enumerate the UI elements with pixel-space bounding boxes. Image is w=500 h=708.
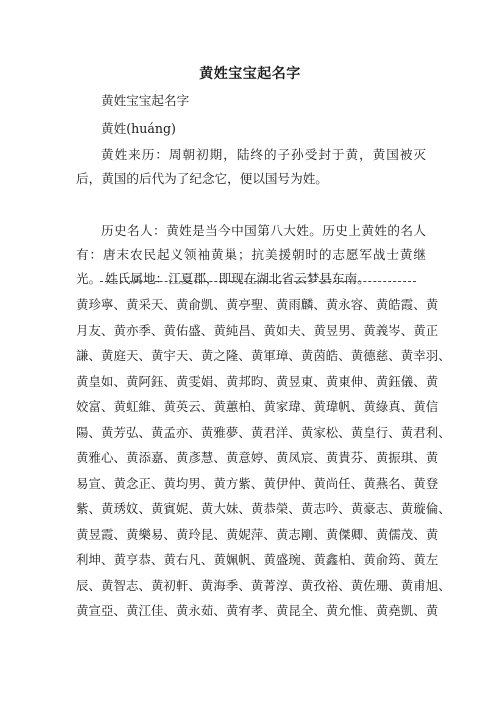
page-title: 黄姓宝宝起名字	[199, 66, 301, 82]
name-list-line: 黄珍寧、黄采天、黄俞凱、黄亭聖、黄雨麟、黄永容、黄皓霞、黄	[76, 297, 439, 312]
name-list-line: 黄雅心、黄添嘉、黄彥慧、黄意婷、黄凤宸、黄貴芬、黄振琪、黄	[76, 450, 439, 465]
name-list-line: 辰、黄智志、黄初軒、黄海季、黄菁淳、黄孜裕、黄佐珊、黄甫旭、	[76, 577, 451, 593]
name-list-line: 姣富、黄虹維、黄英云、黄蕙柏、黄家瑋、黄瑋帆、黄綠真、黄信	[76, 399, 439, 414]
dashed-divider	[100, 281, 416, 282]
name-list-line: 黄皇如、黄阿鈺、黄雯娟、黄邦昀、黄昱東、黄東伸、黄鈺儀、黄	[76, 373, 439, 389]
name-list-line: 月友、黄亦季、黄佑盛、黄純昌、黄如夫、黄昱男、黄義岑、黄正	[76, 322, 439, 338]
name-list	[76, 292, 451, 624]
name-list-line: 紫、黄琇妏、黄賓妮、黄大妹、黄恭榮、黄志吟、黄豪志、黄璇倫、	[76, 501, 451, 516]
name-list-line: 陽、黄芳弘、黄孟亦、黄雅夢、黄君洋、黄家松、黄皇行、黄君利、	[76, 424, 451, 440]
origin-paragraph: 黄姓来历：周朝初期，陆终的子孙受封于黄，黄国被灭后，黄国的后代为了纪念它，便以国号为姓。	[76, 147, 426, 186]
famous-people-paragraph: 历史名人：黄姓是当今中国第八大姓。历史上黄姓的名人有：唐末农民起义领袖黄巢；抗美援朝时的志愿军战士黄继光。 姓氏属地：江夏郡，即现在湖北省云梦县东南。	[76, 223, 426, 286]
name-list-line: 利坤、黄亨恭、黄右凡、黄姵帆、黄盛琬、黄鑫柏、黄俞筠、黄左	[76, 552, 439, 567]
surname-paragraph: 黄姓(huáng)	[101, 121, 176, 136]
name-list-line: 黄昱霞、黄樂易、黄玲昆、黄妮萍、黄志剛、黄傑卿、黄儒茂、黄	[76, 526, 439, 542]
subtitle-paragraph: 黄姓宝宝起名字	[101, 93, 190, 108]
name-list-line: 謙、黄庭天、黄宇天、黄之隆、黄軍璋、黄茵皓、黄德慈、黄幸羽、	[76, 348, 451, 363]
name-list-line: 易宣、黄念正、黄均男、黄方紫、黄伊仲、黄尚任、黄燕名、黄登	[76, 475, 439, 491]
name-list-line: 黄宣亞、黄江佳、黄永茹、黄宥孝、黄昆全、黄允惟、黄堯凱、黄	[76, 603, 439, 618]
